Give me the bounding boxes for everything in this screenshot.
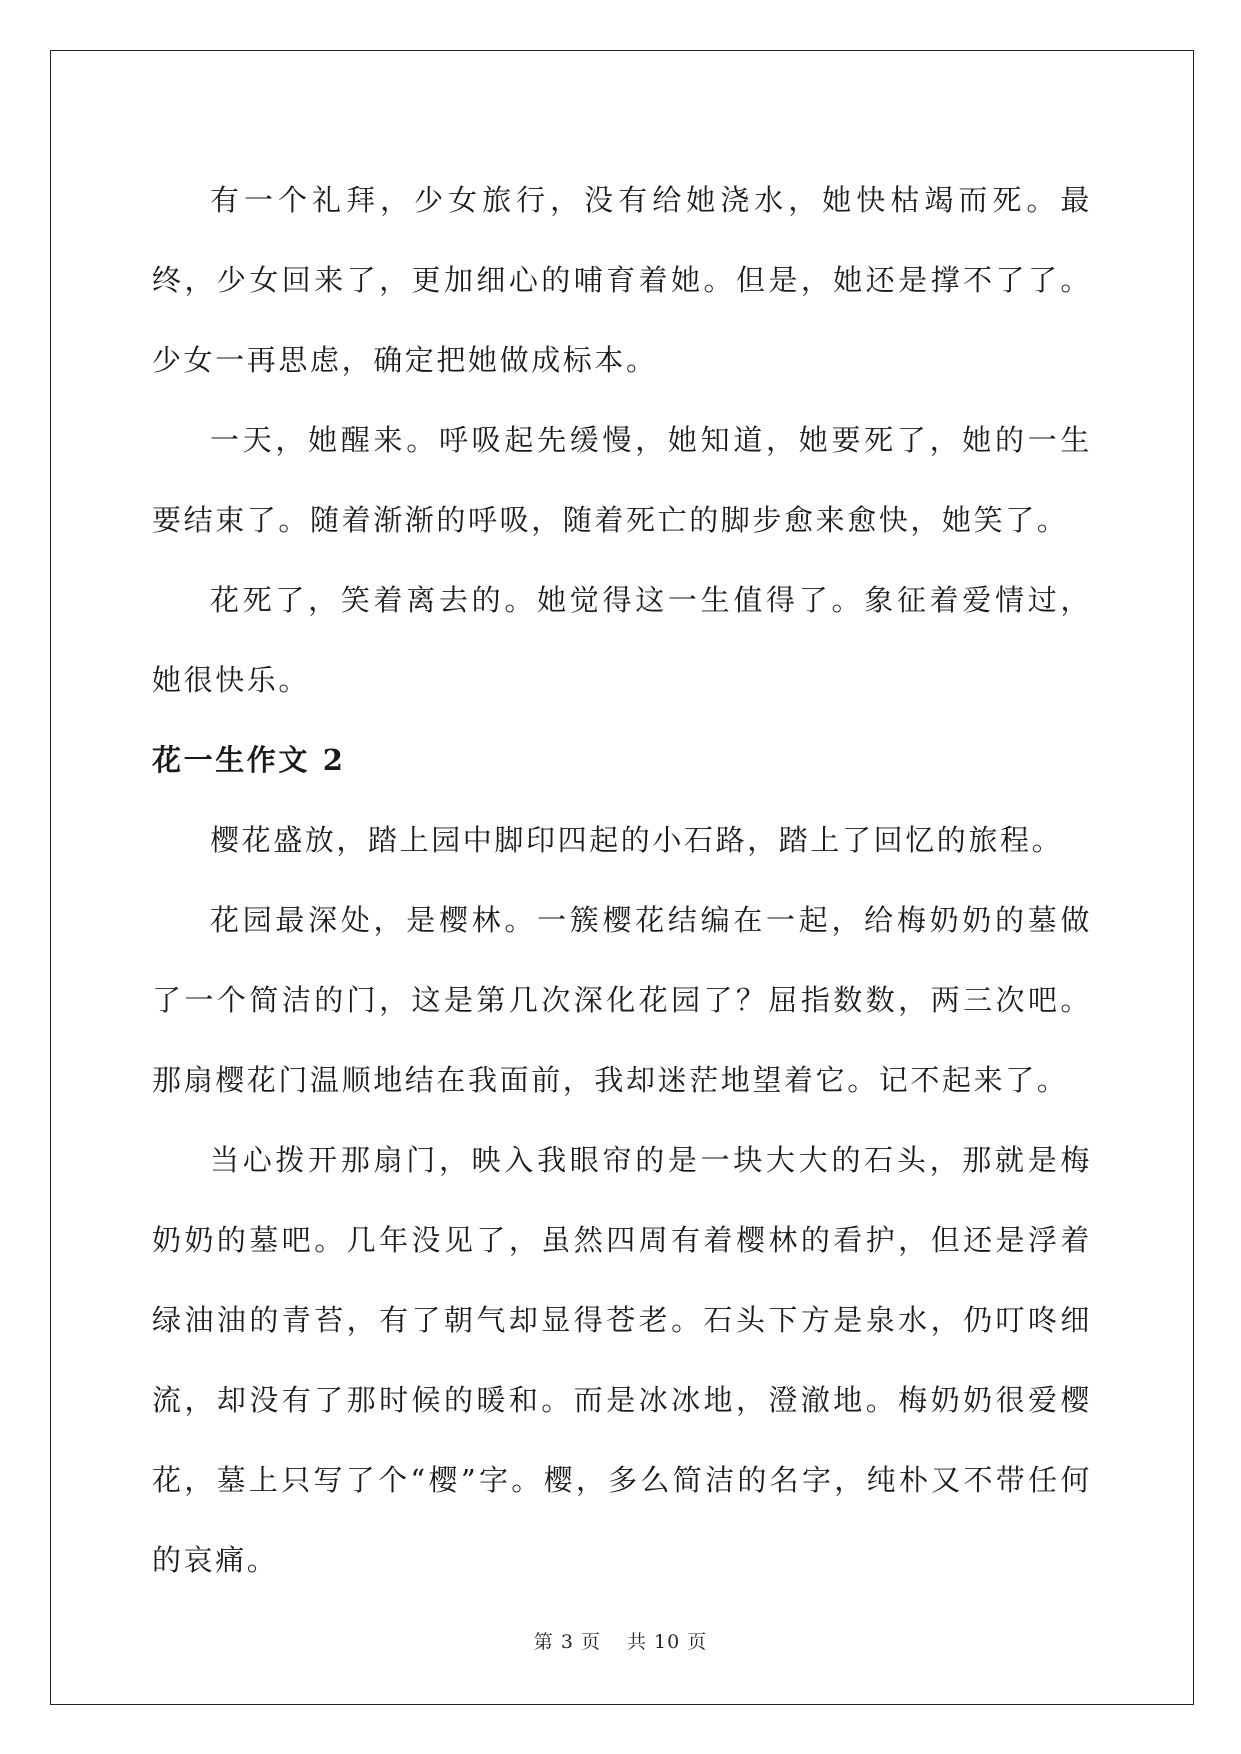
page-footer [0,1627,1241,1654]
page-total: 共 10 页 [626,1631,708,1653]
paragraph: 有一个礼拜，少女旅行，没有给她浇水，她快枯竭而死。最终，少女回来了，更加细心的哺育着她。但是，她还是撑不了了。少女一再思虑，确定把她做成标本。 [152,183,1092,377]
paragraph: 一天，她醒来。呼吸起先缓慢，她知道，她要死了，她的一生要结束了。随着渐渐的呼吸，随着死亡的脚步愈来愈快，她笑了。 [152,423,1092,537]
paragraph: 花园最深处，是樱林。一簇樱花结编在一起，给梅奶奶的墓做了一个简洁的门，这是第几次深化花园了？屈指数数，两三次吧。那扇樱花门温顺地结在我面前，我却迷茫地望着它。记不起来了。 [152,903,1092,1097]
paragraph: 当心拨开那扇门，映入我眼帘的是一块大大的石头，那就是梅奶奶的墓吧。几年没见了，虽然四周有着樱林的看护，但还是浮着绿油油的青苔，有了朝气却显得苍老。石头下方是泉水，仍叮咚细流，却没有了那时候的暖和。而是冰冰地，澄澈地。梅奶奶很爱樱花，墓上只写了个“樱”字。樱，多么简洁的名字，纯朴又不带任何的哀痛。 [152,1143,1092,1577]
page-number: 第 3 页 [533,1631,601,1653]
paragraph: 花死了，笑着离去的。她觉得这一生值得了。象征着爱情过，她很快乐。 [152,583,1092,697]
paragraph: 樱花盛放，踏上园中脚印四起的小石路，踏上了回忆的旅程。 [210,823,1064,857]
section-heading: 花一生作文 2 [152,743,346,777]
document-body [152,160,1092,1600]
